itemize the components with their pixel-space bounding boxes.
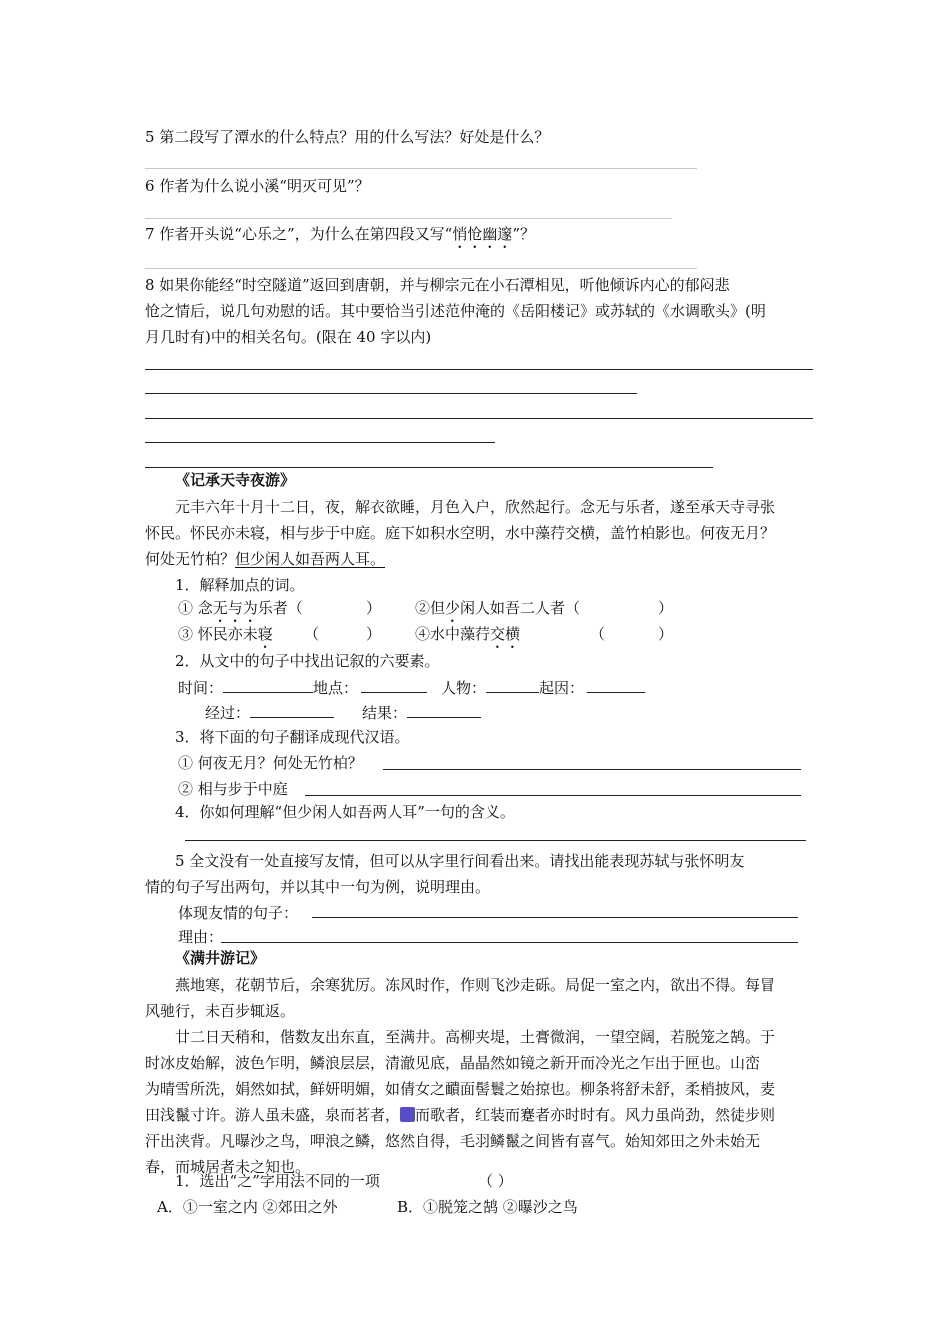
blank-person[interactable] — [486, 677, 539, 693]
reason-label: 理由： — [178, 928, 224, 946]
answer-line[interactable] — [383, 769, 801, 770]
passage-line: 为晴雪所洗，娟然如拭，鲜妍明媚，如倩女之靧面髻鬟之始掠也。柳条将舒未舒，柔梢披风，麦 — [145, 1080, 776, 1098]
manjing-q1-title: 1．选出“之”字用法不同的一项 — [175, 1172, 380, 1190]
answer-line[interactable] — [145, 418, 813, 419]
passage-line: 时冰皮始解，波色乍明，鳞浪层层，清澈见底，晶晶然如镜之新开而冷光之乍出于匣也。山峦 — [145, 1054, 761, 1072]
answer-line[interactable] — [312, 917, 798, 918]
blank-process[interactable] — [250, 702, 334, 718]
answer-line[interactable] — [145, 168, 697, 169]
emphasized-phrase: 悄怆幽邃 — [452, 225, 513, 243]
blank-result[interactable] — [407, 702, 481, 718]
question-5: 5 第二段写了潭水的什么特点？用的什么写法？好处是什么？ — [145, 128, 550, 146]
chengtian-q1-item-3: ③ 怀民亦未寝 — [178, 625, 273, 643]
passage-line: 田浅鬣寸许。游人虽未盛，泉而茗者， 而歌者，红装而蹇者亦时时有。风力虽尚劲，然徒步则 — [145, 1106, 776, 1124]
chengtian-q5-line-1: 5 全文没有一处直接写友情，但可以从字里行间看出来。请找出能表现苏轼与张怀明友 — [175, 852, 745, 870]
option-b[interactable]: B．①脱笼之鹄 ②曝沙之鸟 — [397, 1198, 578, 1216]
close-paren: ） — [366, 599, 382, 617]
answer-line[interactable] — [145, 393, 637, 394]
passage-line: 风驰行，未百步辄返。 — [145, 1002, 296, 1020]
question-8-line-2: 怆之情后，说几句劝慰的话。其中要恰当引述范仲淹的《岳阳楼记》或苏轼的《水调歌头》(明 — [145, 302, 766, 320]
translate-sentence-1: ① 何夜无月？何处无竹柏？ — [178, 754, 363, 772]
answer-line[interactable] — [221, 942, 798, 943]
dotted-word: 少 — [445, 599, 461, 617]
six-elements-row-2: 经过： 结果： — [205, 702, 481, 723]
passage-title-manjing: 《满井游记》 — [175, 949, 266, 967]
chengtian-q1-item-2: ②但少闲人如吾二人者（ — [415, 599, 581, 617]
passage-line: 何处无竹柏？但少闲人如吾两人耳。 — [145, 550, 386, 568]
dotted-word: 交横 — [490, 625, 521, 643]
question-8-line-3: 月几时有)中的相关名句。(限在 40 字以内) — [145, 328, 432, 346]
six-elements-row-1: 时间： 地点： 人物： 起因： — [178, 677, 645, 698]
passage-line: 廿二日天稍和，偕数友出东直，至满井。高柳夹堤，土膏微润，一望空阔，若脱笼之鹄。于 — [175, 1028, 776, 1046]
friendship-sentence-label: 体现友情的句子： — [178, 904, 299, 922]
option-a[interactable]: A．①一室之内 ②郊田之外 — [157, 1198, 338, 1216]
question-8-line-1: 8 如果你能经“时空隧道”返回到唐朝，并与柳宗元在小石潭相见，听他倾诉内心的郁闷悲 — [145, 276, 730, 294]
passage-line: 汗出浃背。凡曝沙之鸟，呷浪之鳞，悠然自得，毛羽鳞鬣之间皆有喜气。始知郊田之外未始无 — [145, 1132, 761, 1150]
blank-cause[interactable] — [587, 677, 645, 693]
rare-character-icon — [400, 1107, 415, 1122]
blank-place[interactable] — [361, 677, 427, 693]
blank-time[interactable] — [223, 677, 313, 693]
answer-line[interactable] — [305, 795, 801, 796]
answer-line[interactable] — [145, 218, 672, 219]
chengtian-q1-title: 1．解释加点的词。 — [175, 576, 305, 594]
chengtian-q1-item-4: ④水中藻荇交横 — [415, 625, 521, 643]
chengtian-q4-title: 4．你如何理解“但少闲人如吾两人耳”一句的含义。 — [175, 803, 515, 821]
answer-line[interactable] — [145, 268, 697, 269]
answer-line[interactable] — [145, 442, 495, 443]
passage-title-chengtian: 《记承天寺夜游》 — [175, 471, 296, 489]
passage-line: 燕地寒，花朝节后，余寒犹厉。冻风时作，作则飞沙走砾。局促一室之内，欲出不得。每冒 — [175, 976, 776, 994]
chengtian-q2-title: 2．从文中的句子中找出记叙的六要素。 — [175, 652, 440, 670]
chengtian-q1-item-1: ① 念无与为乐者（ — [178, 599, 303, 617]
passage-line: 怀民。怀民亦未寝，相与步于中庭。庭下如积水空明，水中藻荇交横，盖竹柏影也。何夜无月？ — [145, 524, 776, 542]
question-6: 6 作者为什么说小溪“明灭可见”？ — [145, 177, 370, 195]
open-paren: （ — [590, 625, 606, 643]
close-paren: ） — [366, 625, 382, 643]
translate-sentence-2: ② 相与步于中庭 — [178, 780, 288, 798]
open-paren: （ — [304, 625, 320, 643]
answer-line[interactable] — [145, 369, 813, 370]
answer-line[interactable] — [185, 840, 806, 841]
close-paren: ） — [658, 599, 674, 617]
passage-line: 元丰六年十月十二日，夜，解衣欲睡，月色入户，欣然起行。念无与乐者，遂至承天寺寻张 — [175, 498, 776, 516]
close-paren: ） — [658, 625, 674, 643]
underlined-sentence: 但少闲人如吾两人耳。 — [235, 550, 386, 568]
answer-line[interactable] — [145, 467, 713, 468]
passage-line: 春，而城居者未之知也。 — [145, 1158, 311, 1176]
dotted-word: 寝 — [257, 625, 273, 643]
chengtian-q5-line-2: 情的句子写出两句，并以其中一句为例，说明理由。 — [145, 878, 491, 896]
question-7: 7 作者开头说“心乐之”，为什么在第四段又写“悄怆幽邃”？ — [145, 225, 536, 243]
answer-paren[interactable]: （ ） — [478, 1172, 513, 1190]
chengtian-q3-title: 3．将下面的句子翻译成现代汉语。 — [175, 728, 410, 746]
dotted-word: 无与为 — [212, 599, 258, 617]
